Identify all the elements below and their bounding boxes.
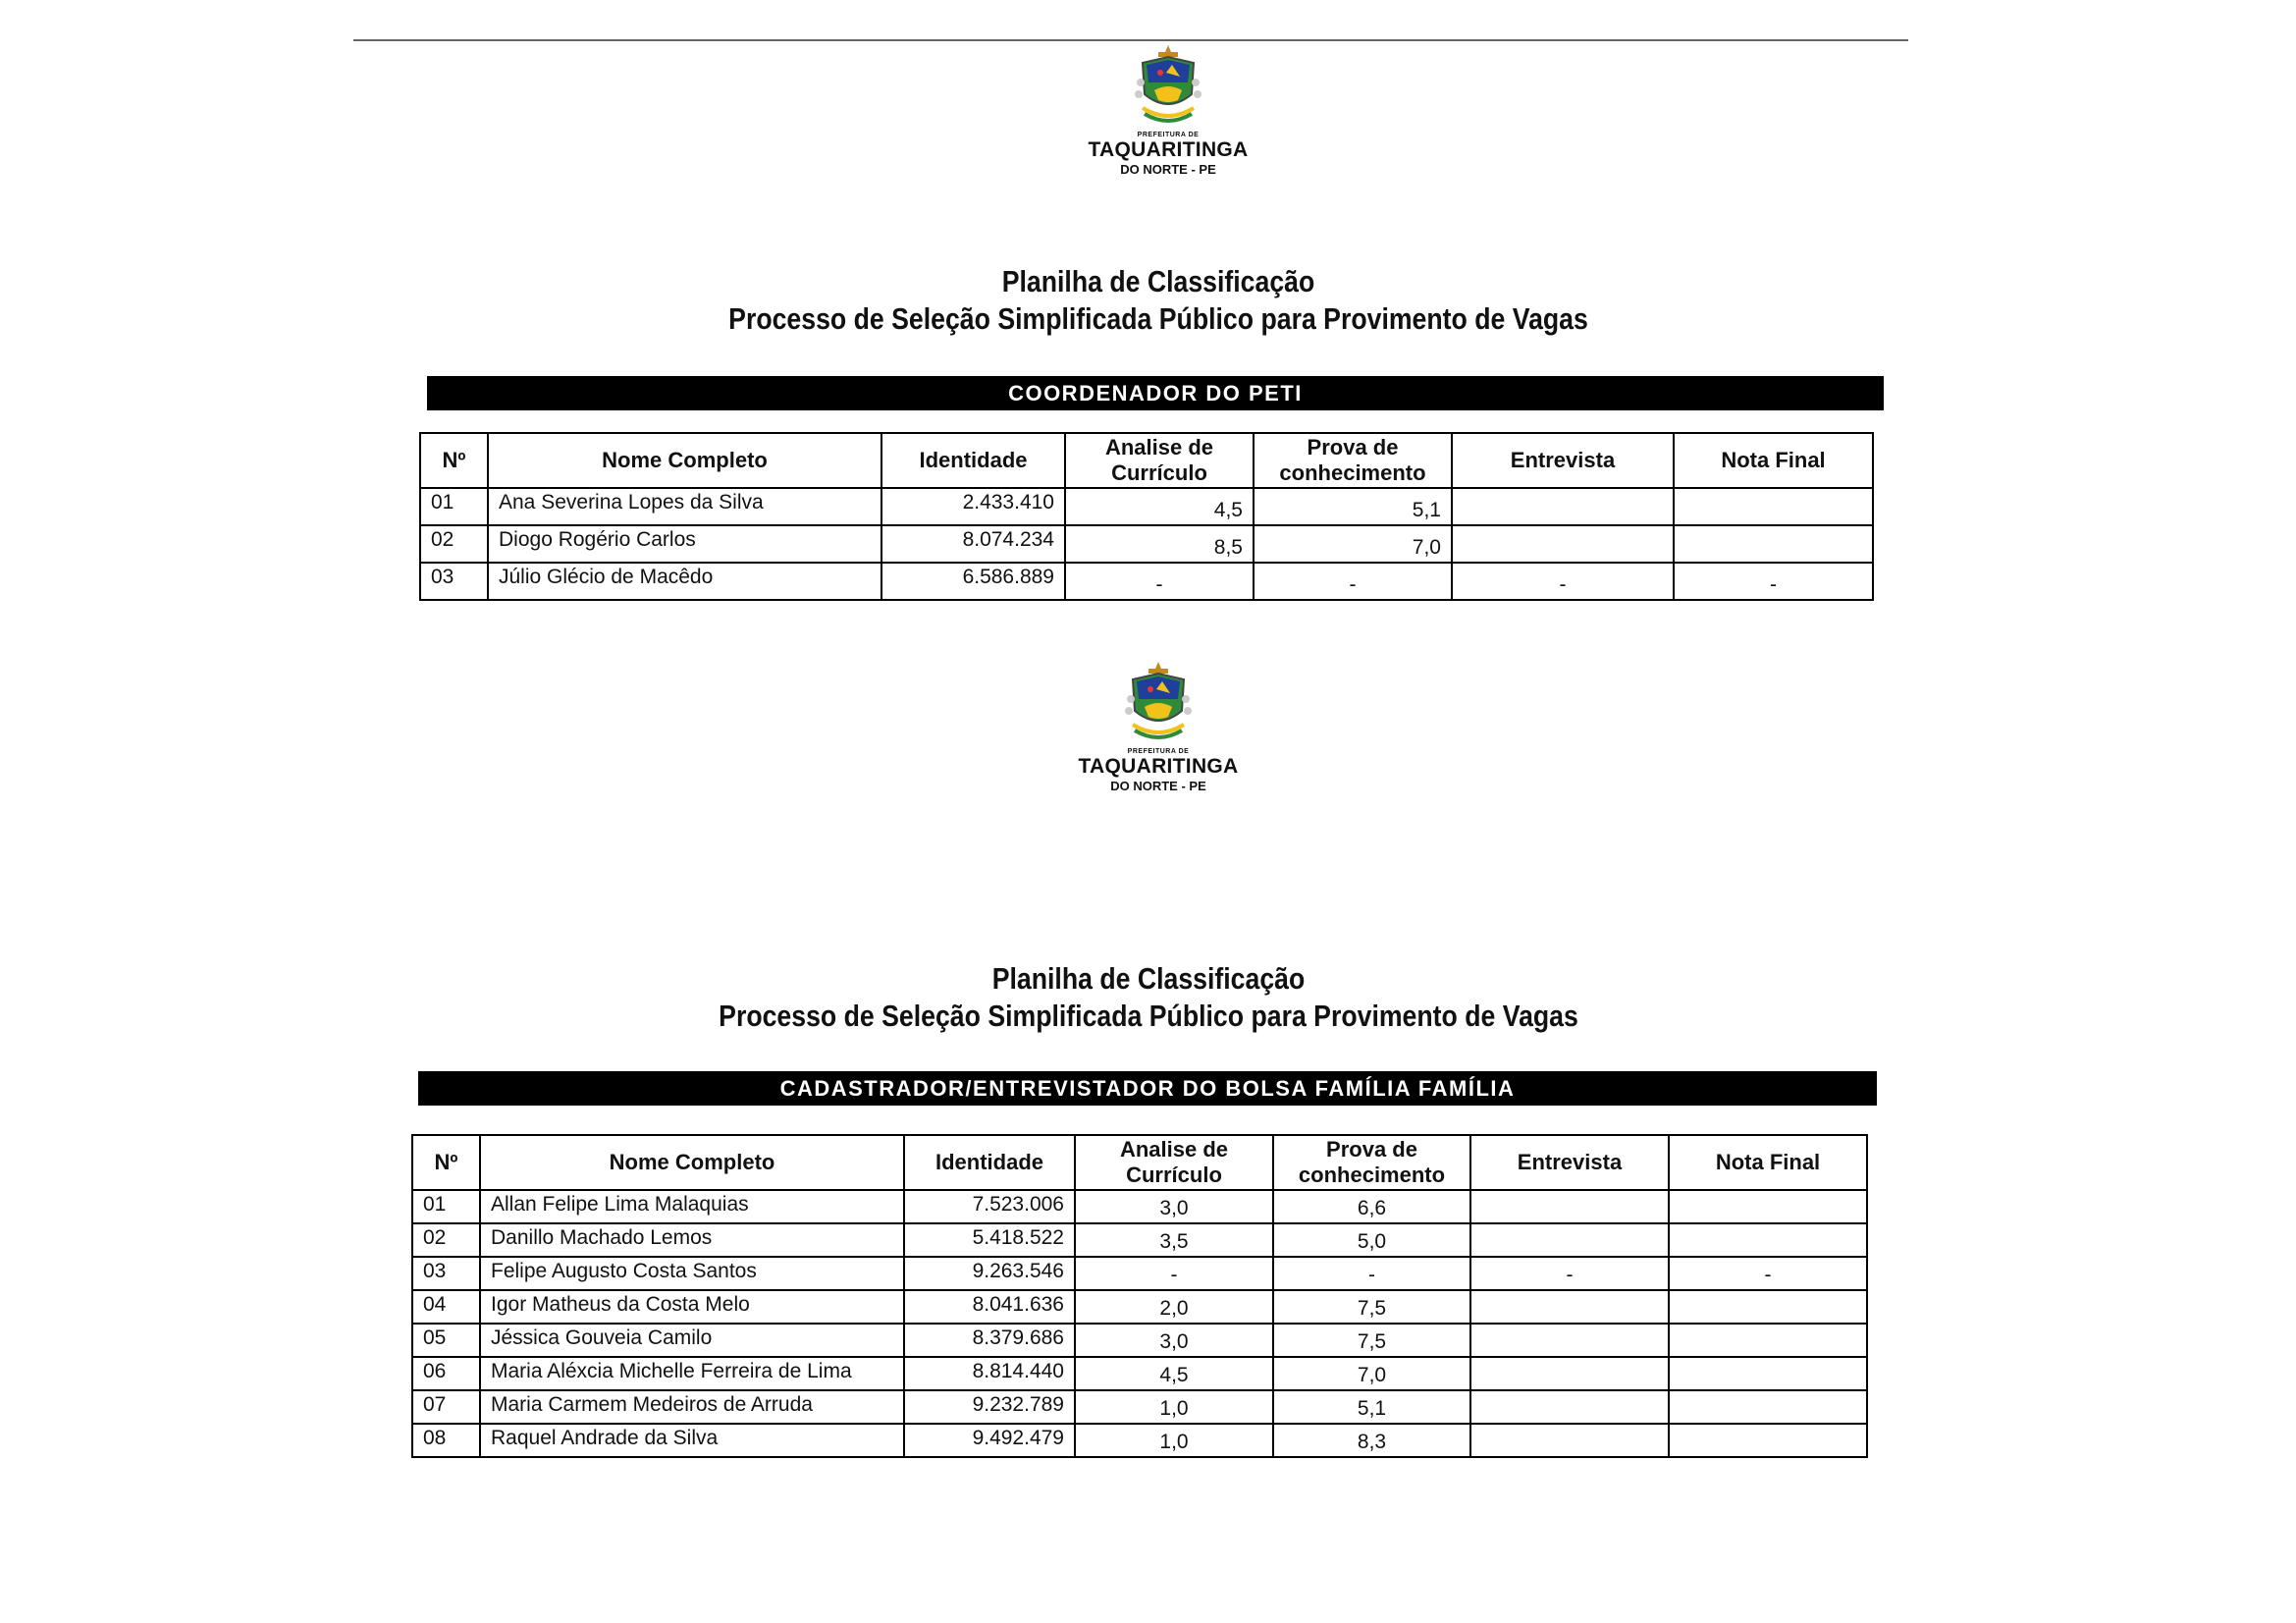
coat-of-arms-icon (1129, 43, 1207, 130)
header-analise: Analise de Currículo (1065, 433, 1254, 488)
cell-name: Ana Severina Lopes da Silva (488, 488, 881, 525)
cell-id: 8.379.686 (904, 1324, 1075, 1357)
cell-prova: - (1254, 563, 1452, 600)
cell-analise: 1,0 (1075, 1424, 1273, 1457)
cell-name: Maria Carmem Medeiros de Arruda (480, 1390, 904, 1424)
cell-num: 03 (412, 1257, 480, 1290)
table-row (412, 1290, 1867, 1324)
municipal-logo (1060, 43, 1276, 178)
cell-nota: - (1669, 1257, 1867, 1290)
cell-name: Felipe Augusto Costa Santos (480, 1257, 904, 1290)
logo-city: TAQUARITINGA (1088, 138, 1249, 161)
cell-num: 03 (420, 563, 488, 600)
cell-id: 5.418.522 (904, 1223, 1075, 1257)
cell-num: 02 (412, 1223, 480, 1257)
header-prova: Prova de conhecimento (1254, 433, 1452, 488)
cell-id: 8.814.440 (904, 1357, 1075, 1390)
logo-city: TAQUARITINGA (1078, 755, 1239, 778)
header-num: Nº (420, 433, 488, 488)
cell-entrevista (1470, 1324, 1669, 1357)
document-heading (558, 960, 1739, 1035)
table-row (412, 1424, 1867, 1457)
header-nota: Nota Final (1669, 1135, 1867, 1190)
cell-nota (1669, 1324, 1867, 1357)
cell-id: 7.523.006 (904, 1190, 1075, 1223)
header-id: Identidade (881, 433, 1065, 488)
table-row (420, 488, 1873, 525)
cell-num: 01 (420, 488, 488, 525)
cell-analise: 4,5 (1065, 488, 1254, 525)
header-analise: Analise de Currículo (1075, 1135, 1273, 1190)
header-prova: Prova de conhecimento (1273, 1135, 1470, 1190)
table-row (420, 563, 1873, 600)
cell-nota (1674, 525, 1873, 563)
cell-entrevista: - (1452, 563, 1674, 600)
cell-analise: - (1075, 1257, 1273, 1290)
cell-name: Allan Felipe Lima Malaquias (480, 1190, 904, 1223)
cell-analise: 3,0 (1075, 1324, 1273, 1357)
table-row (420, 525, 1873, 563)
cell-analise: - (1065, 563, 1254, 600)
header-entrevista: Entrevista (1452, 433, 1674, 488)
cell-prova: 5,0 (1273, 1223, 1470, 1257)
table-row (412, 1390, 1867, 1424)
cell-name: Maria Aléxcia Michelle Ferreira de Lima (480, 1357, 904, 1390)
document-title: Planilha de Classificação (991, 961, 1306, 996)
classification-table (411, 1134, 1868, 1458)
table-row (412, 1223, 1867, 1257)
cell-analise: 1,0 (1075, 1390, 1273, 1424)
cell-nota (1669, 1357, 1867, 1390)
header-name: Nome Completo (488, 433, 881, 488)
header-num: Nº (412, 1135, 480, 1190)
cell-prova: 5,1 (1254, 488, 1452, 525)
cell-prova: 7,0 (1254, 525, 1452, 563)
cell-analise: 2,0 (1075, 1290, 1273, 1324)
cell-nota (1674, 488, 1873, 525)
cell-id: 8.041.636 (904, 1290, 1075, 1324)
cell-nota: - (1674, 563, 1873, 600)
header-id: Identidade (904, 1135, 1075, 1190)
table-header-row (412, 1135, 1867, 1190)
cell-entrevista (1470, 1357, 1669, 1390)
cell-entrevista (1452, 488, 1674, 525)
municipal-logo (1050, 660, 1266, 794)
cell-nota (1669, 1424, 1867, 1457)
table-row (412, 1190, 1867, 1223)
cell-entrevista (1470, 1390, 1669, 1424)
cell-id: 9.263.546 (904, 1257, 1075, 1290)
cell-nota (1669, 1390, 1867, 1424)
cell-prova: 7,0 (1273, 1357, 1470, 1390)
cell-num: 04 (412, 1290, 480, 1324)
cell-num: 06 (412, 1357, 480, 1390)
cell-nota (1669, 1223, 1867, 1257)
cell-prova: 5,1 (1273, 1390, 1470, 1424)
cell-entrevista (1470, 1223, 1669, 1257)
cell-prova: 7,5 (1273, 1324, 1470, 1357)
document-title: Planilha de Classificação (1001, 264, 1315, 298)
cell-id: 9.492.479 (904, 1424, 1075, 1457)
cell-analise: 8,5 (1065, 525, 1254, 563)
document-heading (567, 263, 1749, 338)
cell-prova: 8,3 (1273, 1424, 1470, 1457)
cell-analise: 3,0 (1075, 1190, 1273, 1223)
cell-name: Jéssica Gouveia Camilo (480, 1324, 904, 1357)
cell-id: 8.074.234 (881, 525, 1065, 563)
header-name: Nome Completo (480, 1135, 904, 1190)
table-row (412, 1324, 1867, 1357)
cell-id: 9.232.789 (904, 1390, 1075, 1424)
cell-id: 6.586.889 (881, 563, 1065, 600)
cell-name: Júlio Glécio de Macêdo (488, 563, 881, 600)
logo-prefix: PREFEITURA DE (1137, 132, 1200, 138)
cell-id: 2.433.410 (881, 488, 1065, 525)
cell-num: 02 (420, 525, 488, 563)
position-bar: CADASTRADOR/ENTREVISTADOR DO BOLSA FAMÍLIA FAMÍLIA (418, 1071, 1877, 1106)
table-row (412, 1257, 1867, 1290)
cell-analise: 4,5 (1075, 1357, 1273, 1390)
cell-entrevista (1452, 525, 1674, 563)
table-header-row (420, 433, 1873, 488)
logo-prefix: PREFEITURA DE (1127, 748, 1190, 755)
cell-name: Raquel Andrade da Silva (480, 1424, 904, 1457)
cell-num: 01 (412, 1190, 480, 1223)
header-nota: Nota Final (1674, 433, 1873, 488)
table-row (412, 1357, 1867, 1390)
coat-of-arms-icon (1119, 660, 1198, 746)
cell-prova: - (1273, 1257, 1470, 1290)
cell-entrevista (1470, 1290, 1669, 1324)
cell-prova: 7,5 (1273, 1290, 1470, 1324)
cell-num: 07 (412, 1390, 480, 1424)
position-bar: COORDENADOR DO PETI (427, 376, 1884, 410)
cell-name: Diogo Rogério Carlos (488, 525, 881, 563)
cell-nota (1669, 1190, 1867, 1223)
document-subtitle: Processo de Seleção Simplificada Público para Provimento de Vagas (728, 301, 1588, 336)
top-rule (353, 39, 1908, 41)
logo-state: DO NORTE - PE (1120, 162, 1216, 177)
classification-table (419, 432, 1874, 601)
document-subtitle: Processo de Seleção Simplificada Público para Provimento de Vagas (719, 999, 1578, 1033)
cell-name: Danillo Machado Lemos (480, 1223, 904, 1257)
logo-state: DO NORTE - PE (1110, 779, 1206, 793)
cell-num: 05 (412, 1324, 480, 1357)
cell-analise: 3,5 (1075, 1223, 1273, 1257)
cell-num: 08 (412, 1424, 480, 1457)
cell-name: Igor Matheus da Costa Melo (480, 1290, 904, 1324)
cell-entrevista: - (1470, 1257, 1669, 1290)
header-entrevista: Entrevista (1470, 1135, 1669, 1190)
cell-entrevista (1470, 1424, 1669, 1457)
cell-nota (1669, 1290, 1867, 1324)
cell-entrevista (1470, 1190, 1669, 1223)
cell-prova: 6,6 (1273, 1190, 1470, 1223)
